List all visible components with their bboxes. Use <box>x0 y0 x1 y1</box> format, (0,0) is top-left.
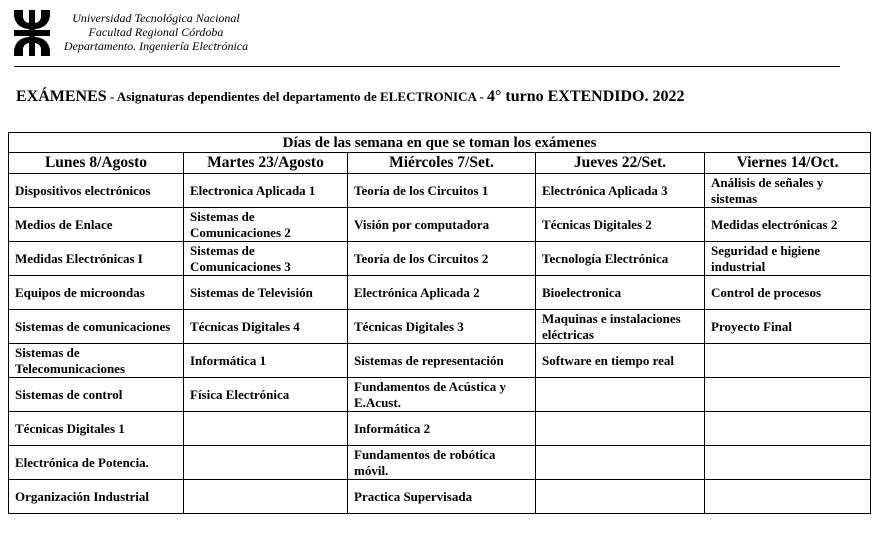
table-cell: Técnicas Digitales 1 <box>9 412 184 446</box>
table-cell <box>536 480 705 514</box>
table-row <box>9 174 871 208</box>
table-caption: Días de las semana en que se toman los exámenes <box>9 133 871 153</box>
title-prefix: EXÁMENES <box>16 88 107 105</box>
table-cell: Visión por computadora <box>348 208 536 242</box>
utn-logo-icon <box>14 10 50 56</box>
table-cell: Control de procesos <box>705 276 871 310</box>
table-cell: Sistemas de control <box>9 378 184 412</box>
table-cell: Sistemas de comunicaciones <box>9 310 184 344</box>
page-title <box>16 88 685 106</box>
table-row <box>9 208 871 242</box>
table-cell: Software en tiempo real <box>536 344 705 378</box>
table-cell: Informática 2 <box>348 412 536 446</box>
table-cell <box>536 446 705 480</box>
table-cell: Tecnología Electrónica <box>536 242 705 276</box>
exam-schedule-table <box>8 132 871 514</box>
table-row <box>9 242 871 276</box>
table-cell <box>705 412 871 446</box>
table-cell <box>705 446 871 480</box>
table-cell: Sistemas de Telecomunicaciones <box>9 344 184 378</box>
days-header-row <box>9 153 871 174</box>
table-cell: Técnicas Digitales 4 <box>184 310 348 344</box>
table-cell: Proyecto Final <box>705 310 871 344</box>
table-cell: Organización Industrial <box>9 480 184 514</box>
table-cell <box>705 344 871 378</box>
table-cell: Bioelectronica <box>536 276 705 310</box>
faculty-name: Facultad Regional Córdoba <box>88 25 224 39</box>
day-header-friday: Viernes 14/Oct. <box>705 153 871 174</box>
schedule-body <box>9 174 871 514</box>
table-cell: Electronica Aplicada 1 <box>184 174 348 208</box>
table-cell: Medidas Electrónicas I <box>9 242 184 276</box>
table-cell: Técnicas Digitales 3 <box>348 310 536 344</box>
table-cell: Sistemas de Televisión <box>184 276 348 310</box>
table-cell: Maquinas e instalaciones eléctricas <box>536 310 705 344</box>
table-cell <box>536 378 705 412</box>
table-cell: Electrónica Aplicada 2 <box>348 276 536 310</box>
table-cell: Seguridad e higiene industrial <box>705 242 871 276</box>
department-name: Departamento. Ingeniería Electrónica <box>63 39 249 53</box>
table-cell <box>705 480 871 514</box>
day-header-thursday: Jueves 22/Set. <box>536 153 705 174</box>
table-cell: Electrónica de Potencia. <box>9 446 184 480</box>
table-cell: Dispositivos electrónicos <box>9 174 184 208</box>
table-cell: Física Electrónica <box>184 378 348 412</box>
table-cell <box>705 378 871 412</box>
table-cell <box>184 446 348 480</box>
table-row <box>9 412 871 446</box>
title-middle: - Asignaturas dependientes del departamento de ELECTRONICA - <box>106 89 487 104</box>
table-cell: Informática 1 <box>184 344 348 378</box>
table-cell: Practica Supervisada <box>348 480 536 514</box>
table-cell: Medios de Enlace <box>9 208 184 242</box>
table-cell: Teoría de los Circuitos 1 <box>348 174 536 208</box>
table-cell <box>184 412 348 446</box>
day-header-tuesday: Martes 23/Agosto <box>184 153 348 174</box>
table-cell <box>536 412 705 446</box>
table-cell: Teoría de los Circuitos 2 <box>348 242 536 276</box>
university-name: Universidad Tecnológica Nacional <box>72 11 240 25</box>
table-cell: Fundamentos de Acústica y E.Acust. <box>348 378 536 412</box>
table-cell <box>184 480 348 514</box>
day-header-monday: Lunes 8/Agosto <box>9 153 184 174</box>
title-suffix: 4° turno EXTENDIDO. 2022 <box>486 88 685 105</box>
table-cell: Medidas electrónicas 2 <box>705 208 871 242</box>
table-cell: Análisis de señales y sistemas <box>705 174 871 208</box>
caption-row <box>9 133 871 153</box>
table-row <box>9 480 871 514</box>
table-cell: Fundamentos de robótica móvil. <box>348 446 536 480</box>
table-cell: Sistemas de representación <box>348 344 536 378</box>
table-cell: Sistemas de Comunicaciones 3 <box>184 242 348 276</box>
table-cell: Técnicas Digitales 2 <box>536 208 705 242</box>
table-row <box>9 310 871 344</box>
table-row <box>9 276 871 310</box>
day-header-wednesday: Miércoles 7/Set. <box>348 153 536 174</box>
table-cell: Electrónica Aplicada 3 <box>536 174 705 208</box>
table-row <box>9 378 871 412</box>
table-cell: Sistemas de Comunicaciones 2 <box>184 208 348 242</box>
header-divider <box>14 66 840 67</box>
institution-block <box>56 11 256 53</box>
table-cell: Equipos de microondas <box>9 276 184 310</box>
table-row <box>9 446 871 480</box>
table-row <box>9 344 871 378</box>
